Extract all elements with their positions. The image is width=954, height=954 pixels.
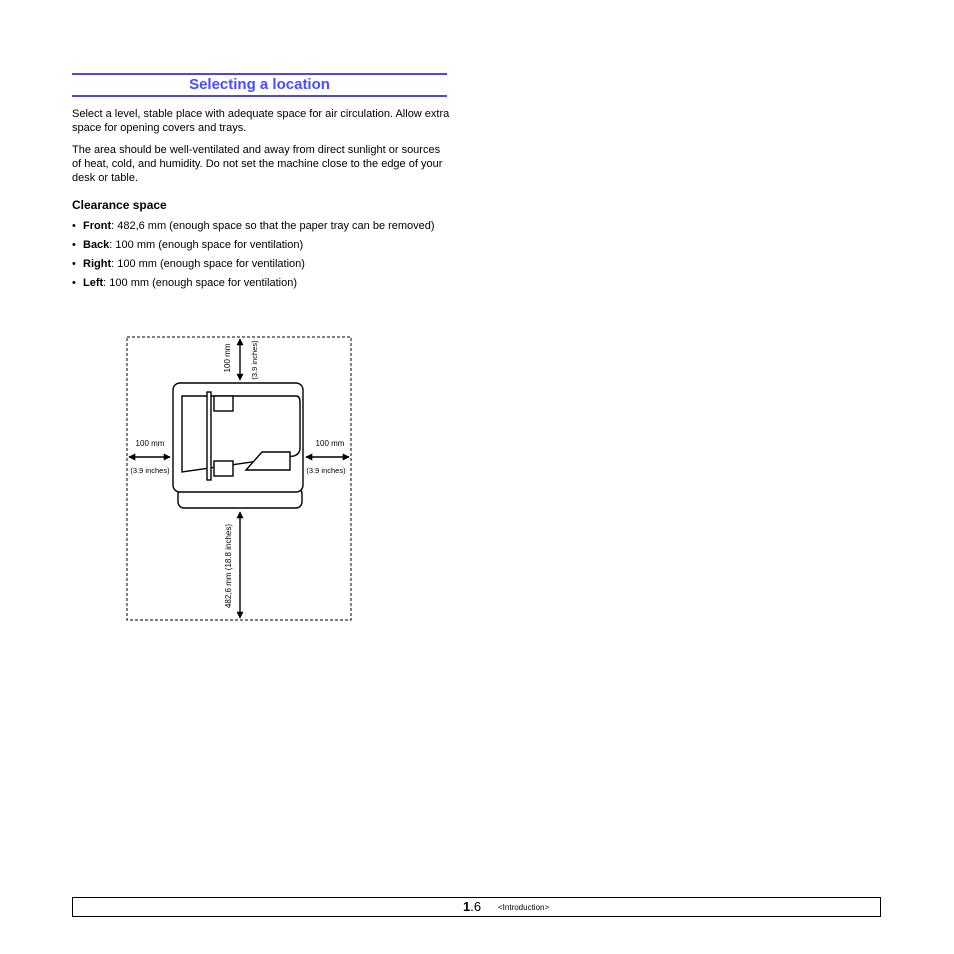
section-title-text: Selecting a location <box>189 76 330 93</box>
clearance-heading: Clearance space <box>72 198 167 212</box>
clearance-item-label: Back <box>83 239 110 251</box>
clearance-item-text: : 100 mm (enough space for ventilation) <box>111 258 305 270</box>
bullet-icon: • <box>72 277 76 289</box>
chapter-number: 1 <box>463 899 471 914</box>
left-inch-label: (3.9 inches) <box>130 466 170 475</box>
section-title <box>72 73 447 97</box>
left-mm-label: 100 mm <box>135 439 165 448</box>
footer-section: <Introduction> <box>498 903 550 912</box>
machine-outline <box>173 383 303 508</box>
page-number <box>463 899 481 915</box>
clearance-list <box>72 219 452 295</box>
page-suffix: .6 <box>470 899 482 914</box>
page-footer <box>72 897 881 917</box>
clearance-item-label: Front <box>83 220 112 232</box>
intro-paragraph: Select a level, stable place with adequate space for air circulation. Allow extra space for opening covers and trays. <box>72 108 450 134</box>
bullet-icon: • <box>72 258 76 270</box>
bullet-icon: • <box>72 239 76 251</box>
clearance-item-text: : 100 mm (enough space for ventilation) <box>109 239 304 251</box>
back-mm-label: 100 mm <box>223 343 232 373</box>
bullet-icon: • <box>72 220 76 232</box>
right-inch-label: (3.9 inches) <box>306 466 346 475</box>
right-mm-label: 100 mm <box>315 439 345 448</box>
back-inch-label: (3.9 inches) <box>250 340 259 380</box>
front-label: 482,6 mm (18.8 inches) <box>224 523 233 609</box>
clearance-item-label: Right <box>83 258 112 270</box>
clearance-item-text: : 482,6 mm (enough space so that the paper tray can be removed) <box>111 220 435 232</box>
clearance-item-right <box>72 257 452 271</box>
clearance-diagram <box>120 330 360 626</box>
clearance-item-back <box>72 238 452 252</box>
clearance-item-text: : 100 mm (enough space for ventilation) <box>103 277 297 289</box>
clearance-item-label: Left <box>83 277 104 289</box>
ventilation-paragraph: The area should be well-ventilated and away from direct sunlight or sources of heat, cold, and humidity. Do not set the machine close to the edge of your desk or table. <box>72 144 443 184</box>
clearance-item-front <box>72 219 452 233</box>
clearance-item-left <box>72 276 452 290</box>
